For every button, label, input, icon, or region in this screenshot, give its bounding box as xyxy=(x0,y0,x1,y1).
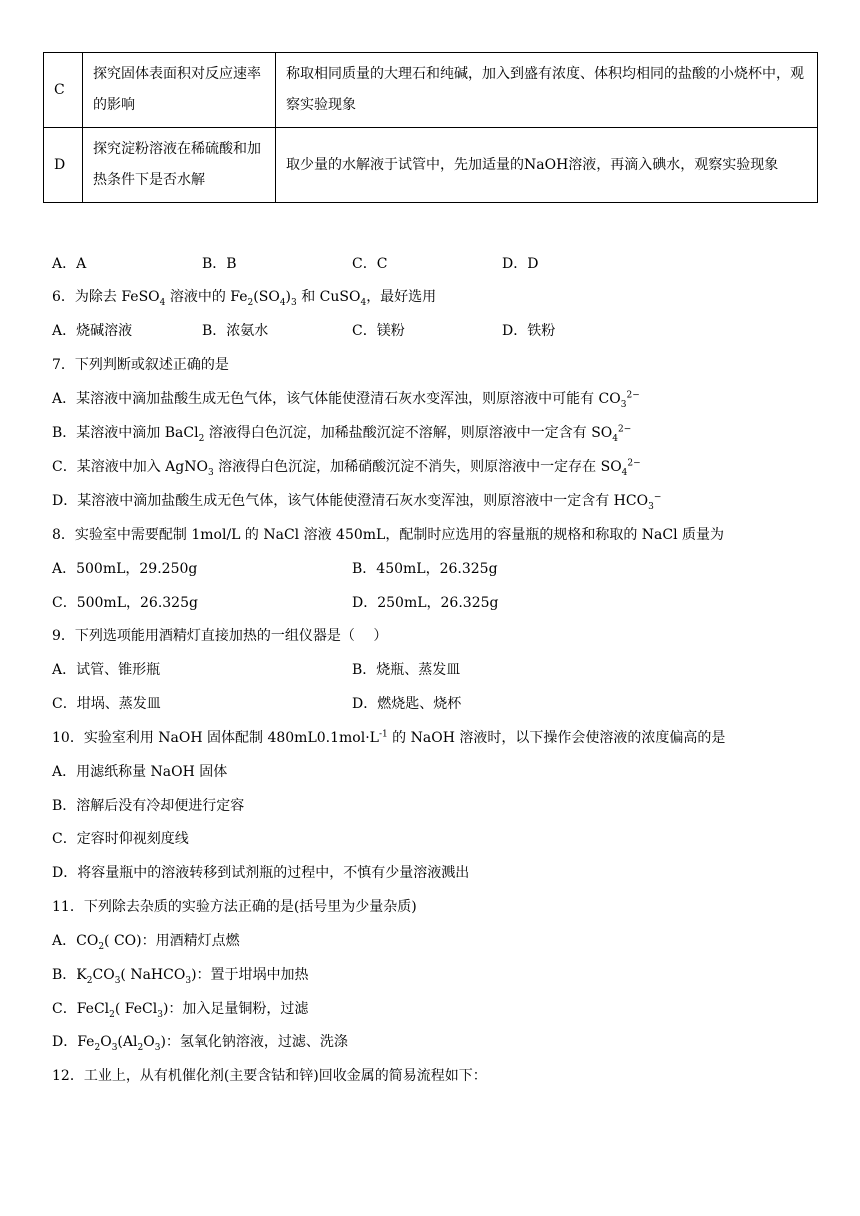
option: B．浓氨水 xyxy=(202,323,269,339)
question-11-stem: 11．下列除去杂质的实验方法正确的是(括号里为少量杂质) xyxy=(52,899,417,915)
option: D．250mL，26.325g xyxy=(352,595,499,611)
q7-option-b: B．某溶液中滴加 BaCl$_2$ 溶液得白色沉淀，加稀盐酸沉淀不溶解，则原溶液中一定含有 $SO_4^{2-}$ xyxy=(52,424,632,444)
option: B．450mL，26.325g xyxy=(352,561,498,577)
row-purpose: 探究淀粉溶液在稀硫酸和加热条件下是否水解 xyxy=(83,128,276,203)
option: C．C xyxy=(352,256,388,272)
q11-option-b: B．$K_2CO_3$( NaHCO$_3$)：置于坩埚中加热 xyxy=(52,967,309,986)
row-label: C xyxy=(44,53,83,128)
q11-option-c: C．FeCl$_2$( FeCl$_3$)：加入足量铜粉，过滤 xyxy=(52,1001,309,1020)
q6-options xyxy=(52,321,555,341)
option: B．B xyxy=(202,256,237,272)
question-6-stem: 6．为除去 FeSO$_4$ 溶液中的 $Fe_2(SO_4)_3$ 和 CuSO$_4$，最好选用 xyxy=(52,289,437,308)
q7-option-d: D．某溶液中滴加盐酸生成无色气体，该气体能使澄清石灰水变浑浊，则原溶液中一定含有 $HCO_3^-$ xyxy=(52,492,662,512)
q10-option-c: C．定容时仰视刻度线 xyxy=(52,831,189,847)
q5-options xyxy=(52,254,538,274)
option: A．试管、锥形瓶 xyxy=(52,662,161,678)
row-label: D xyxy=(44,128,83,203)
question-7-stem: 7．下列判断或叙述正确的是 xyxy=(52,357,229,373)
q10-option-d: D．将容量瓶中的溶液转移到试剂瓶的过程中，不慎有少量溶液溅出 xyxy=(52,865,470,881)
q7-option-a: A．某溶液中滴加盐酸生成无色气体，该气体能使澄清石灰水变浑浊，则原溶液中可能有 $CO_3^{2-}$ xyxy=(52,390,640,410)
q9-options-row1 xyxy=(52,660,460,680)
option: D．铁粉 xyxy=(502,323,556,339)
option: A．500mL，29.250g xyxy=(52,561,198,577)
q9-options-row2 xyxy=(52,694,461,714)
option: C．坩埚、蒸发皿 xyxy=(52,696,161,712)
experiment-table xyxy=(43,52,818,203)
option: A．烧碱溶液 xyxy=(52,323,133,339)
q8-options-row1 xyxy=(52,559,498,579)
row-purpose: 探究固体表面积对反应速率的影响 xyxy=(83,53,276,128)
question-9-stem: 9．下列选项能用酒精灯直接加热的一组仪器是（ ） xyxy=(52,628,388,644)
q10-option-b: B．溶解后没有冷却便进行定容 xyxy=(52,798,245,814)
question-10-stem: 10．实验室利用 NaOH 固体配制 $480mL0.1mol\cdot L^{-1}$ 的 NaOH 溶液时，以下操作会使溶液的浓度偏高的是 xyxy=(52,729,726,746)
table-row xyxy=(44,128,818,203)
q10-option-a: A．用滤纸称量 NaOH 固体 xyxy=(52,764,228,780)
option: D．燃烧匙、烧杯 xyxy=(352,696,462,712)
row-method: 取少量的水解液于试管中，先加适量的NaOH溶液，再滴入碘水，观察实验现象 xyxy=(276,128,818,203)
option: C．500mL，26.325g xyxy=(52,595,198,611)
q8-options-row2 xyxy=(52,593,498,613)
table-row xyxy=(44,53,818,128)
option: A．A xyxy=(52,256,87,272)
question-8-stem: 8．实验室中需要配制 1mol/L 的 NaCl 溶液 450mL，配制时应选用的容量瓶的规格和称取的 NaCl 质量为 xyxy=(52,527,725,543)
row-method: 称取相同质量的大理石和纯碱，加入到盛有浓度、体积均相同的盐酸的小烧杯中，观察实验现象 xyxy=(276,53,818,128)
q11-option-a: A．$CO_2$( CO)：用酒精灯点燃 xyxy=(52,933,240,952)
option: B．烧瓶、蒸发皿 xyxy=(352,662,461,678)
q7-option-c: C．某溶液中加入 AgNO$_3$ 溶液得白色沉淀，加稀硝酸沉淀不消失，则原溶液中一定存在 $SO_4^{2-}$ xyxy=(52,458,641,478)
q11-option-d: D．$Fe_2O_3(Al_2O_3)$：氢氧化钠溶液，过滤、洗涤 xyxy=(52,1034,348,1053)
option: D．D xyxy=(502,256,539,272)
option: C．镁粉 xyxy=(352,323,405,339)
question-12-stem: 12．工业上，从有机催化剂(主要含钴和锌)回收金属的简易流程如下： xyxy=(52,1068,487,1084)
